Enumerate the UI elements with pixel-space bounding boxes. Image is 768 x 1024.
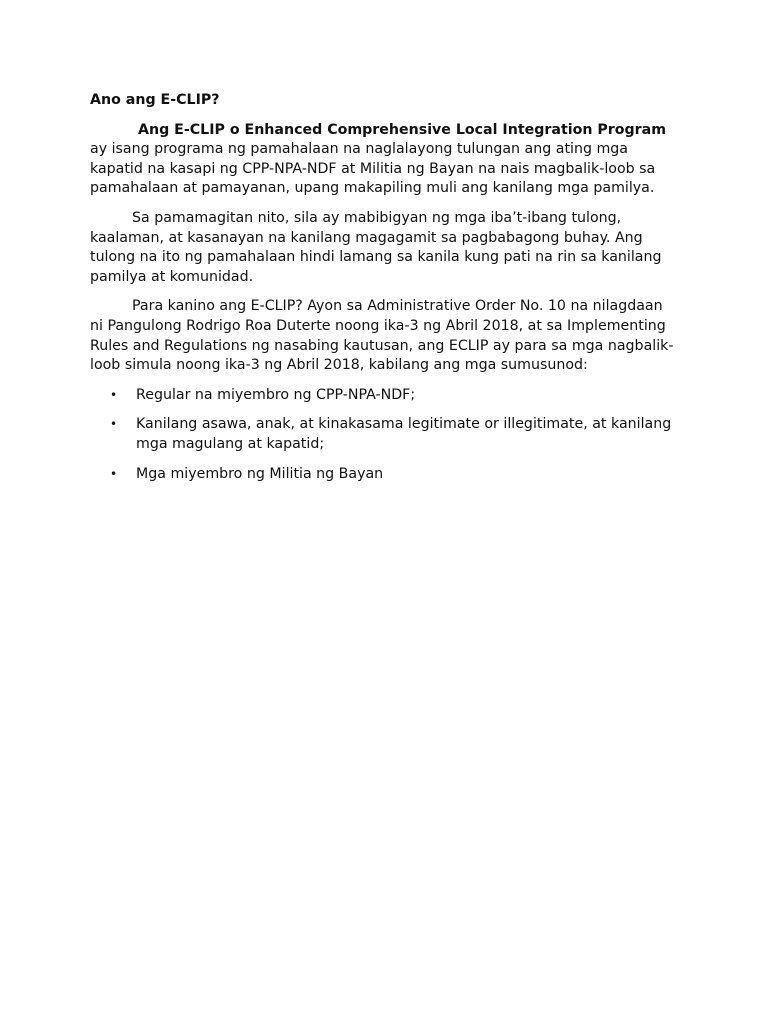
- document-page: [90, 91, 680, 494]
- bullet-icon: •: [110, 466, 118, 481]
- bullet-icon: •: [110, 417, 118, 432]
- list-item: [90, 415, 680, 454]
- bullet-icon: •: [110, 387, 118, 402]
- list-item-text: Mga miyembro ng Militia ng Bayan: [136, 465, 384, 482]
- list-item-text: Regular na miyembro ng CPP-NPA-NDF;: [136, 386, 416, 403]
- program-name-bold: Ang E-CLIP o Enhanced Comprehensive Local Integration Program: [138, 121, 667, 138]
- paragraph-eclip-definition: [90, 121, 680, 199]
- list-item-text: Kanilang asawa, anak, at kinakasama legitimate or illegitimate, at kanilang mga magulang at kapatid;: [136, 416, 672, 452]
- eligibility-list: [90, 386, 680, 484]
- paragraph-eligibility: Para kanino ang E-CLIP? Ayon sa Administrative Order No. 10 na nilagdaan ni Pangulong Rodrigo Roa Duterte noong ika-3 ng Abril 2018, at sa Implementing Rules and Regulations ng nasabing kautusan, ang ECLIP ay para sa mga nagbalik-loob simula noong ika-3 ng Abril 2018, kabilang ang mga sumusunod:: [90, 298, 674, 374]
- document-heading: Ano ang E-CLIP?: [90, 92, 220, 108]
- paragraph-benefits: Sa pamamagitan nito, sila ay mabibigyan ng mga iba’t-ibang tulong, kaalaman, at kasanayan na kanilang magagamit sa pagbabagong buhay. Ang tulong na ito ng pamahalaan hindi lamang sa kanila kung pati na rin sa kanilang pamilya at komunidad.: [90, 209, 662, 285]
- list-item: [90, 465, 680, 485]
- list-item: [90, 386, 680, 406]
- paragraph-eclip-definition-text: ay isang programa ng pamahalaan na naglalayong tulungan ang ating mga kapatid na kasapi ng CPP-NPA-NDF at Militia ng Bayan na nais magbalik-loob sa pamahalaan at pamayanan, upang makapiling muli ang kanilang mga pamilya.: [90, 141, 656, 197]
